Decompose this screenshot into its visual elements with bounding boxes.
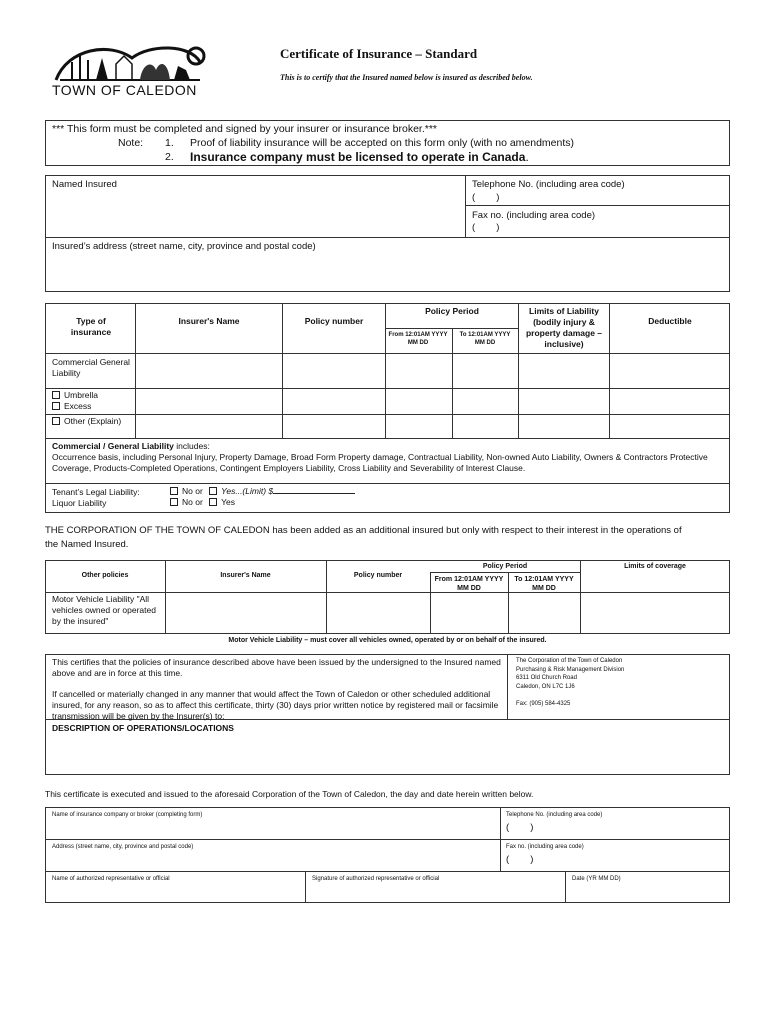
umbrella-label: Umbrella xyxy=(64,390,99,400)
certifies-paragraph-1: This certifies that the policies of insurance described above have been issued by the undersigned to the Insured named above and are in force at this time. xyxy=(52,657,501,678)
other-label: Other (Explain) xyxy=(64,416,122,426)
description-of-operations-label: DESCRIPTION OF OPERATIONS/LOCATIONS xyxy=(52,723,234,733)
excess-checkbox[interactable] xyxy=(52,402,60,410)
row-motor-vehicle-liability: Motor Vehicle Liability "All vehicles owned or operated by the insured" xyxy=(52,594,156,626)
cgl-heading: Commercial / General Liability xyxy=(52,441,174,451)
liquor-no-checkbox[interactable] xyxy=(170,498,178,506)
notice-item-1-text: Proof of liability insurance will be accepted on this form only (with no amendments) xyxy=(190,137,575,149)
col-to-date: To 12:01AM YYYY MM DD xyxy=(459,332,511,346)
row-umbrella[interactable] xyxy=(52,390,98,401)
logo-graphic-icon xyxy=(50,40,210,86)
tenant-options xyxy=(170,486,355,497)
executed-statement: This certificate is executed and issued to the aforesaid Corporation of the Town of Caledon, the day and date herein written below. xyxy=(45,789,534,799)
broker-address-field[interactable]: Address (street name, city, province and postal code) xyxy=(52,844,194,850)
insured-telephone-label: Telephone No. (including area code) xyxy=(472,179,625,190)
town-address-line-1: The Corporation of the Town of Caledon xyxy=(516,658,623,664)
col-policy-number: Policy number xyxy=(304,316,364,326)
town-address-line-2: Purchasing & Risk Management Division xyxy=(516,666,625,673)
col-other-from-date: From 12:01AM YYYY MM DD xyxy=(434,576,504,592)
liquor-no-label: No or xyxy=(182,497,203,507)
town-address-line-3: 6311 Old Church Road xyxy=(516,675,577,681)
liquor-options xyxy=(170,497,235,508)
col-from-date: From 12:01AM YYYY MM DD xyxy=(388,332,448,346)
notice-item-2-num: 2. xyxy=(165,151,174,163)
notice-item-1-num: 1. xyxy=(165,137,174,149)
tenant-limit-field[interactable] xyxy=(273,486,355,494)
other-checkbox[interactable] xyxy=(52,417,60,425)
excess-label: Excess xyxy=(64,401,92,411)
tenant-no-label: No or xyxy=(182,486,203,496)
col-other-policy-number: Policy number xyxy=(353,572,403,579)
certifies-paragraph-2: If cancelled or materially changed in any manner that would affect the Town of Caledon or other scheduled additional insured, for any reason, so as to affect this certificate, thirty (30) days prior written notice by registered mail or facsimile transmission will be given by the Insurer(s) to: xyxy=(52,689,499,721)
col-other-insurer-name: Insurer's Name xyxy=(220,572,271,579)
representative-name-field[interactable]: Name of authorized representative or official xyxy=(52,876,170,882)
insurance-company-field[interactable]: Name of insurance company or broker (completing form) xyxy=(52,812,203,818)
cgl-includes: includes: xyxy=(176,441,210,451)
notice-item-2-period: . xyxy=(525,150,529,164)
description-of-operations-field[interactable] xyxy=(48,735,728,773)
page-subtitle: This is to certify that the Insured named below is insured as described below. xyxy=(280,73,533,82)
town-address xyxy=(516,657,726,691)
town-logo xyxy=(50,40,210,100)
col-other-to-date: To 12:01AM YYYY MM DD xyxy=(514,576,574,592)
date-field[interactable]: Date (YR MM DD) xyxy=(572,876,621,882)
row-commercial-general-liability: Commercial General Liability xyxy=(52,357,130,378)
row-excess[interactable] xyxy=(52,401,91,412)
tenant-yes-limit-label: Yes...(Limit) $ xyxy=(221,486,274,496)
representative-signature-field[interactable]: Signature of authorized representative or official xyxy=(312,876,440,882)
tenant-legal-liability-label: Tenant’s Legal Liability: xyxy=(52,487,140,497)
notice-item-2-text: Insurance company must be licensed to operate in Canada xyxy=(190,150,526,164)
umbrella-checkbox[interactable] xyxy=(52,391,60,399)
notice-line-1: *** This form must be completed and signed by your insurer or insurance broker.*** xyxy=(52,123,437,135)
town-fax: Fax: (905) 584-4325 xyxy=(516,701,571,707)
insured-fax-label: Fax no. (including area code) xyxy=(472,210,596,221)
insured-telephone-field[interactable]: ( ) xyxy=(472,192,500,203)
town-address-line-4: Caledon, ON L7C 1J6 xyxy=(516,683,575,690)
insured-fax-field[interactable]: ( ) xyxy=(472,222,500,233)
broker-telephone-label: Telephone No. (including area code) xyxy=(506,812,603,818)
motor-vehicle-note: Motor Vehicle Liability – must cover all vehicles owned, operated by or on behalf of the insured. xyxy=(228,637,547,644)
insured-address-field[interactable]: Insured’s address (street name, city, province and postal code) xyxy=(52,241,316,252)
liquor-yes-label: Yes xyxy=(221,497,236,507)
col-policy-period: Policy Period xyxy=(425,306,479,316)
tenant-no-checkbox[interactable] xyxy=(170,487,178,495)
notice-note-label: Note: xyxy=(118,137,144,149)
cgl-coverage-text: Occurrence basis, including Personal Injury, Property Damage, Broad Form Property damage, Contractual Liability, Non-owned Auto Liability, Owners & Contractors Protective Coverage, Products-Completed Operations, Contingent Employers Liability, Cross Liability and Severability of Interest Clause. xyxy=(52,452,708,473)
named-insured-field[interactable]: Named Insured xyxy=(52,179,117,190)
col-other-policies: Other policies xyxy=(81,572,129,579)
col-other-limits: Limits of coverage xyxy=(624,563,686,570)
col-type-of-insurance: Type of insurance xyxy=(70,316,112,337)
col-other-policy-period: Policy Period xyxy=(482,563,528,570)
col-limits-of-liability: Limits of Liability (bodily injury & property damage – inclusive) xyxy=(525,306,603,349)
tenant-yes-checkbox[interactable] xyxy=(209,487,217,495)
broker-fax-field[interactable]: ( ) xyxy=(506,854,534,865)
cgl-includes-text xyxy=(52,441,724,474)
additional-insured-statement: THE CORPORATION OF THE TOWN OF CALEDON has been added as an additional insured but only with respect to their interest in the operations of the Named Insured. xyxy=(45,525,682,550)
liquor-yes-checkbox[interactable] xyxy=(209,498,217,506)
broker-fax-label: Fax no. (including area code) xyxy=(506,844,584,850)
logo-text: TOWN OF CALEDON xyxy=(52,82,197,98)
liquor-liability-label: Liquor Liability xyxy=(52,498,107,508)
col-insurer-name: Insurer's Name xyxy=(178,316,240,326)
broker-telephone-field[interactable]: ( ) xyxy=(506,822,534,833)
page-title: Certificate of Insurance – Standard xyxy=(280,46,478,61)
col-deductible: Deductible xyxy=(648,316,692,326)
row-other[interactable] xyxy=(52,416,121,427)
